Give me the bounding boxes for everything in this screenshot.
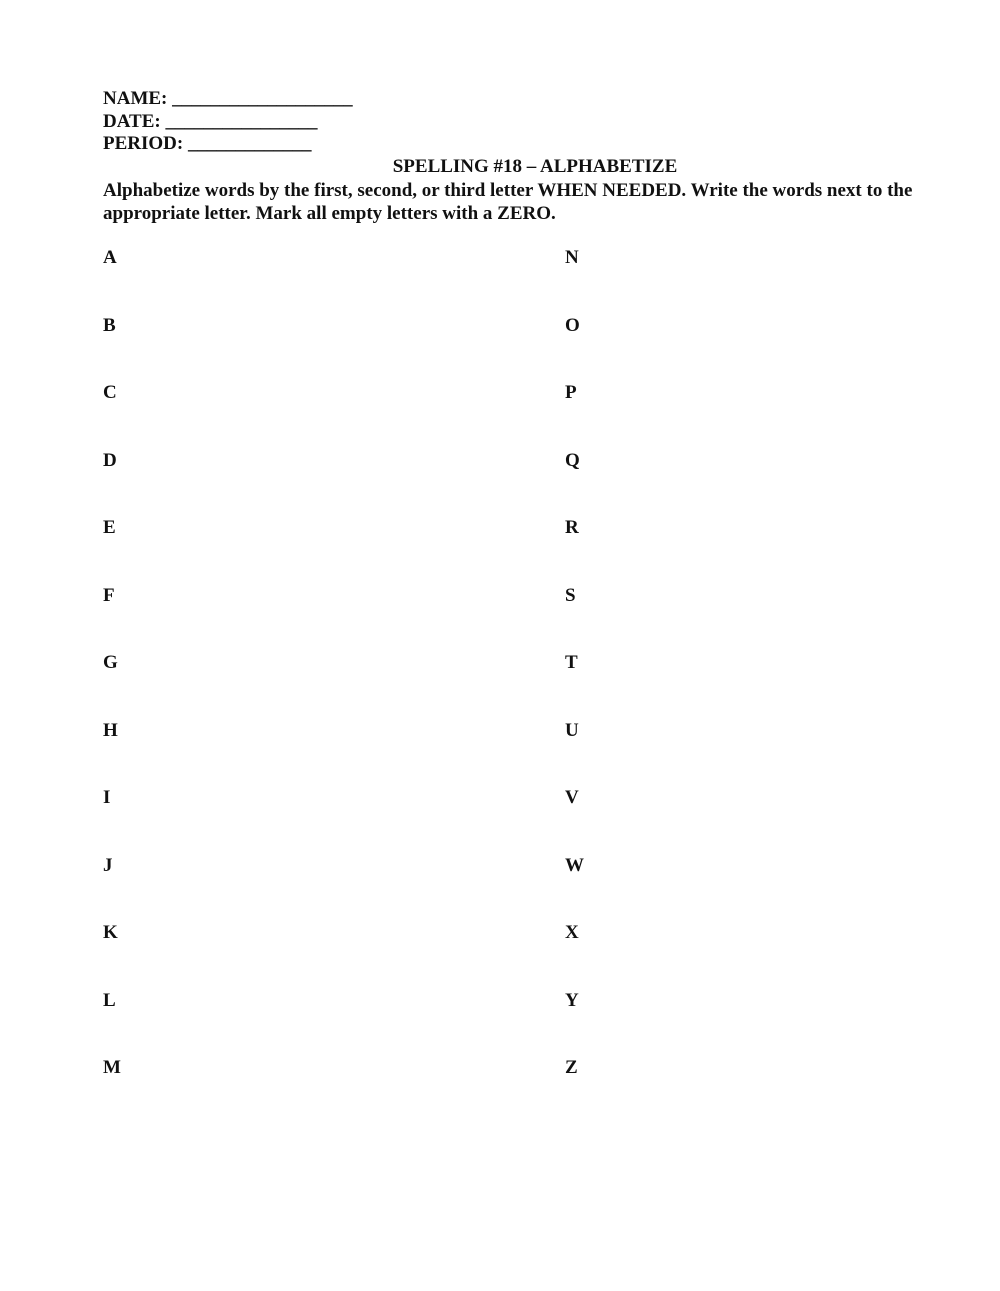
letter-w: W <box>565 854 584 876</box>
letter-v: V <box>565 787 579 808</box>
letter-x: X <box>565 922 579 943</box>
letter-l: L <box>103 989 116 1011</box>
letter-k: K <box>103 922 118 943</box>
name-label: NAME: <box>103 88 168 109</box>
letter-e: E <box>103 517 116 538</box>
letter-b: B <box>103 314 116 336</box>
letter-j: J <box>103 854 113 876</box>
letter-i: I <box>103 787 111 808</box>
date-blank[interactable]: ________________ <box>165 111 318 132</box>
letters-column-left <box>103 247 121 1125</box>
letter-c: C <box>103 382 117 403</box>
letter-g: G <box>103 652 118 673</box>
worksheet-title: SPELLING #18 – ALPHABETIZE <box>392 156 678 177</box>
letter-z: Z <box>565 1057 578 1078</box>
date-label: DATE: <box>103 111 161 132</box>
letter-o: O <box>565 314 580 336</box>
period-blank[interactable]: _____________ <box>187 133 312 154</box>
name-blank[interactable]: ___________________ <box>172 88 353 109</box>
letter-a: A <box>103 247 117 268</box>
letter-f: F <box>103 584 115 606</box>
letter-t: T <box>565 652 578 673</box>
letter-r: R <box>565 517 579 538</box>
letter-h: H <box>103 719 118 741</box>
period-label: PERIOD: <box>103 133 184 154</box>
letter-u: U <box>565 719 579 741</box>
letter-q: Q <box>565 449 580 471</box>
letter-s: S <box>565 584 576 606</box>
letter-y: Y <box>565 989 579 1011</box>
period-field <box>103 133 311 155</box>
letter-n: N <box>565 247 579 268</box>
instructions-text: Alphabetize words by the first, second, or third letter WHEN NEEDED. Write the words next to the appropriate letter. Mark all empty letters with a ZERO. <box>103 180 913 224</box>
letter-p: P <box>565 382 577 403</box>
letter-m: M <box>103 1057 121 1078</box>
letter-d: D <box>103 449 117 471</box>
name-field <box>103 88 353 110</box>
letters-column-right <box>565 247 584 1125</box>
date-field <box>103 111 317 133</box>
